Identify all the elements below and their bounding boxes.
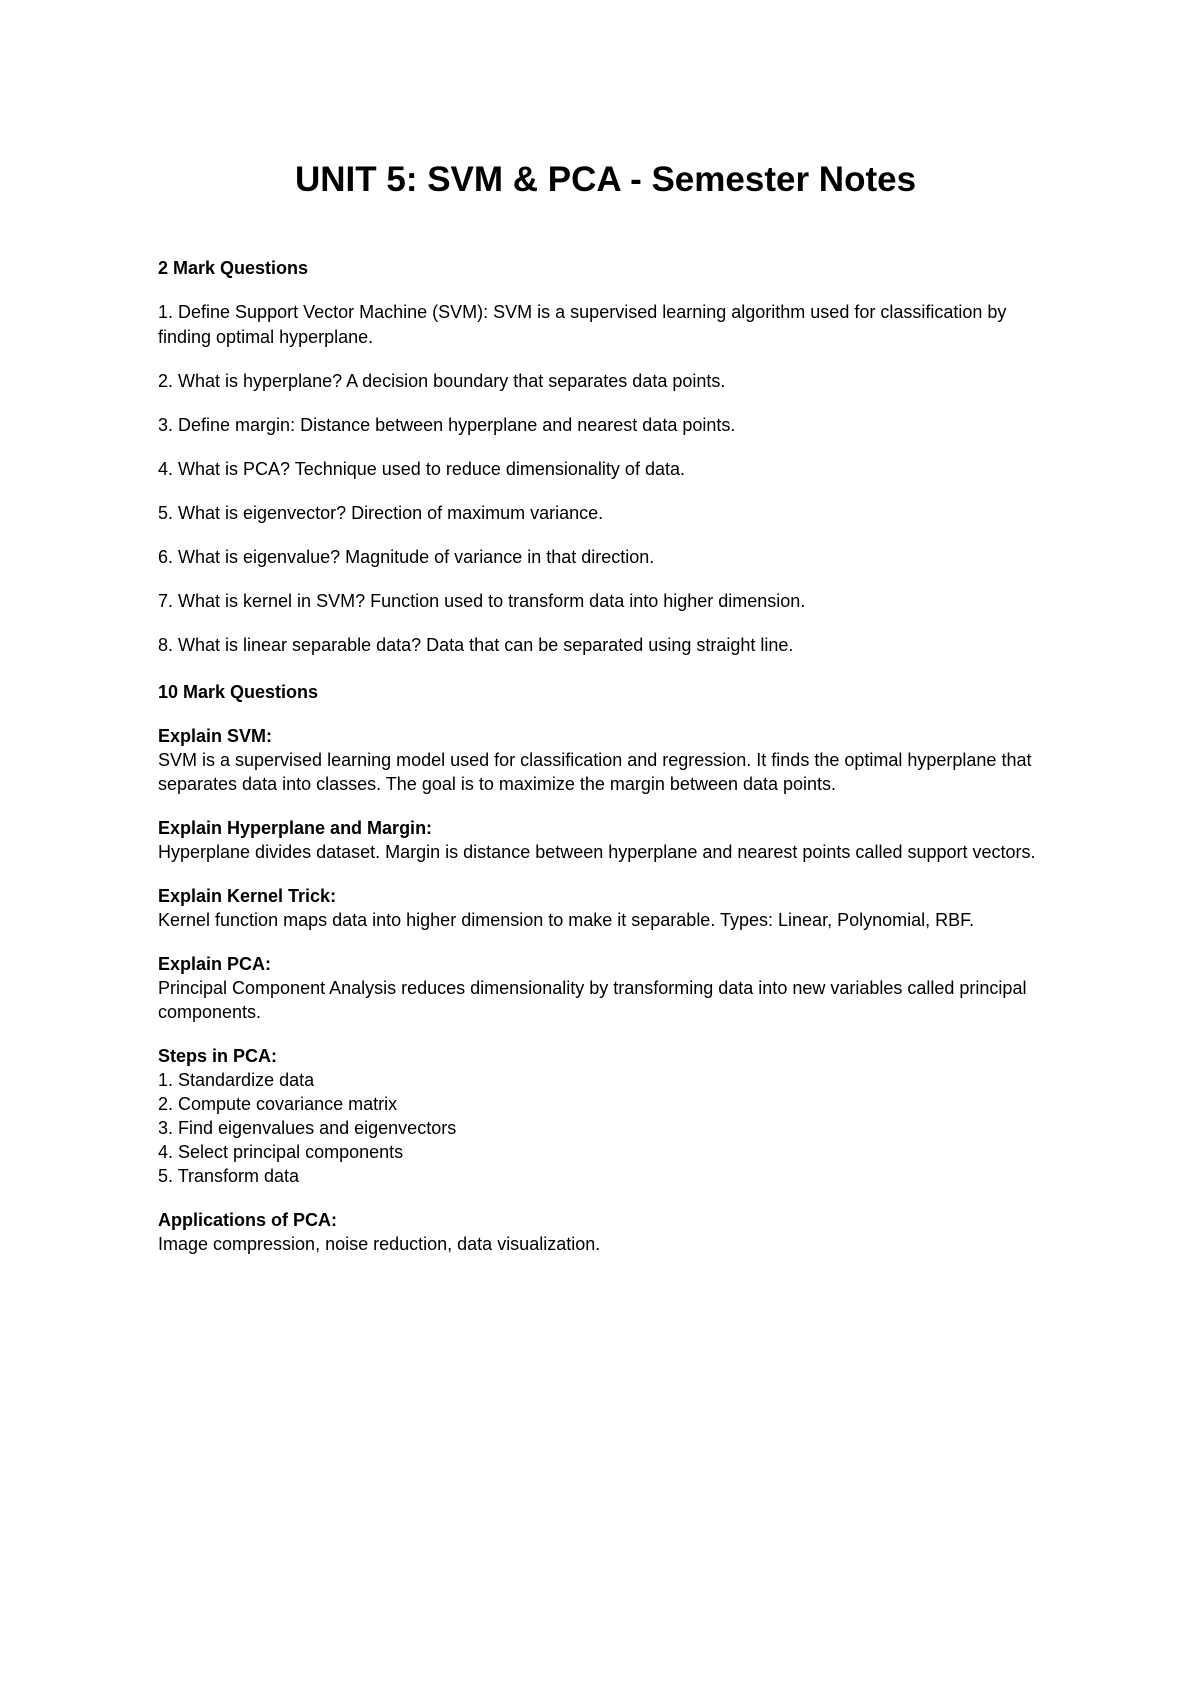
- block-body: Image compression, noise reduction, data visualization.: [158, 1234, 601, 1254]
- list-item: 1. Standardize data: [158, 1070, 315, 1090]
- pca-steps-list: [158, 1068, 1053, 1188]
- question-item: 5. What is eigenvector? Direction of maximum variance.: [158, 503, 604, 523]
- question-item: 3. Define margin: Distance between hyperplane and nearest data points.: [158, 415, 736, 435]
- block-body: Principal Component Analysis reduces dimensionality by transforming data into new variables called principal components.: [158, 978, 1027, 1022]
- question-item: 4. What is PCA? Technique used to reduce dimensionality of data.: [158, 459, 685, 479]
- two-mark-question-list: [158, 300, 1053, 658]
- block-heading: Explain Hyperplane and Margin:: [158, 818, 433, 838]
- explain-kernel-trick-block: [158, 884, 1053, 932]
- question-item: 6. What is eigenvalue? Magnitude of variance in that direction.: [158, 547, 655, 567]
- question-item: 7. What is kernel in SVM? Function used to transform data into higher dimension.: [158, 591, 806, 611]
- two-mark-heading: 2 Mark Questions: [158, 258, 309, 278]
- list-item: 3. Find eigenvalues and eigenvectors: [158, 1118, 457, 1138]
- list-item: 2. Compute covariance matrix: [158, 1094, 398, 1114]
- ten-mark-section: [158, 680, 1053, 1276]
- page-title: UNIT 5: SVM & PCA - Semester Notes: [294, 160, 917, 199]
- block-heading: Explain PCA:: [158, 954, 272, 974]
- question-item: 8. What is linear separable data? Data that can be separated using straight line.: [158, 635, 794, 655]
- pca-steps-block: [158, 1044, 1053, 1188]
- block-body: SVM is a supervised learning model used for classification and regression. It finds the optimal hyperplane that separates data into classes. The goal is to maximize the margin between data points.: [158, 750, 1032, 794]
- explain-pca-block: [158, 952, 1053, 1024]
- explain-hyperplane-margin-block: [158, 816, 1053, 864]
- pca-applications-block: [158, 1208, 1053, 1256]
- block-heading: Applications of PCA:: [158, 1210, 337, 1230]
- explain-svm-block: [158, 724, 1053, 796]
- block-heading: Steps in PCA:: [158, 1046, 278, 1066]
- two-mark-section: [158, 256, 1053, 677]
- block-heading: Explain SVM:: [158, 726, 273, 746]
- block-body: Hyperplane divides dataset. Margin is distance between hyperplane and nearest points called support vectors.: [158, 842, 1036, 862]
- block-body: Kernel function maps data into higher dimension to make it separable. Types: Linear, Polynomial, RBF.: [158, 910, 975, 930]
- block-heading: Explain Kernel Trick:: [158, 886, 337, 906]
- question-item: 2. What is hyperplane? A decision boundary that separates data points.: [158, 371, 726, 391]
- list-item: 4. Select principal components: [158, 1142, 404, 1162]
- question-item: 1. Define Support Vector Machine (SVM): SVM is a supervised learning algorithm used for classification by finding optimal hyperplane.: [158, 302, 1007, 347]
- ten-mark-heading: 10 Mark Questions: [158, 682, 319, 702]
- list-item: 5. Transform data: [158, 1166, 300, 1186]
